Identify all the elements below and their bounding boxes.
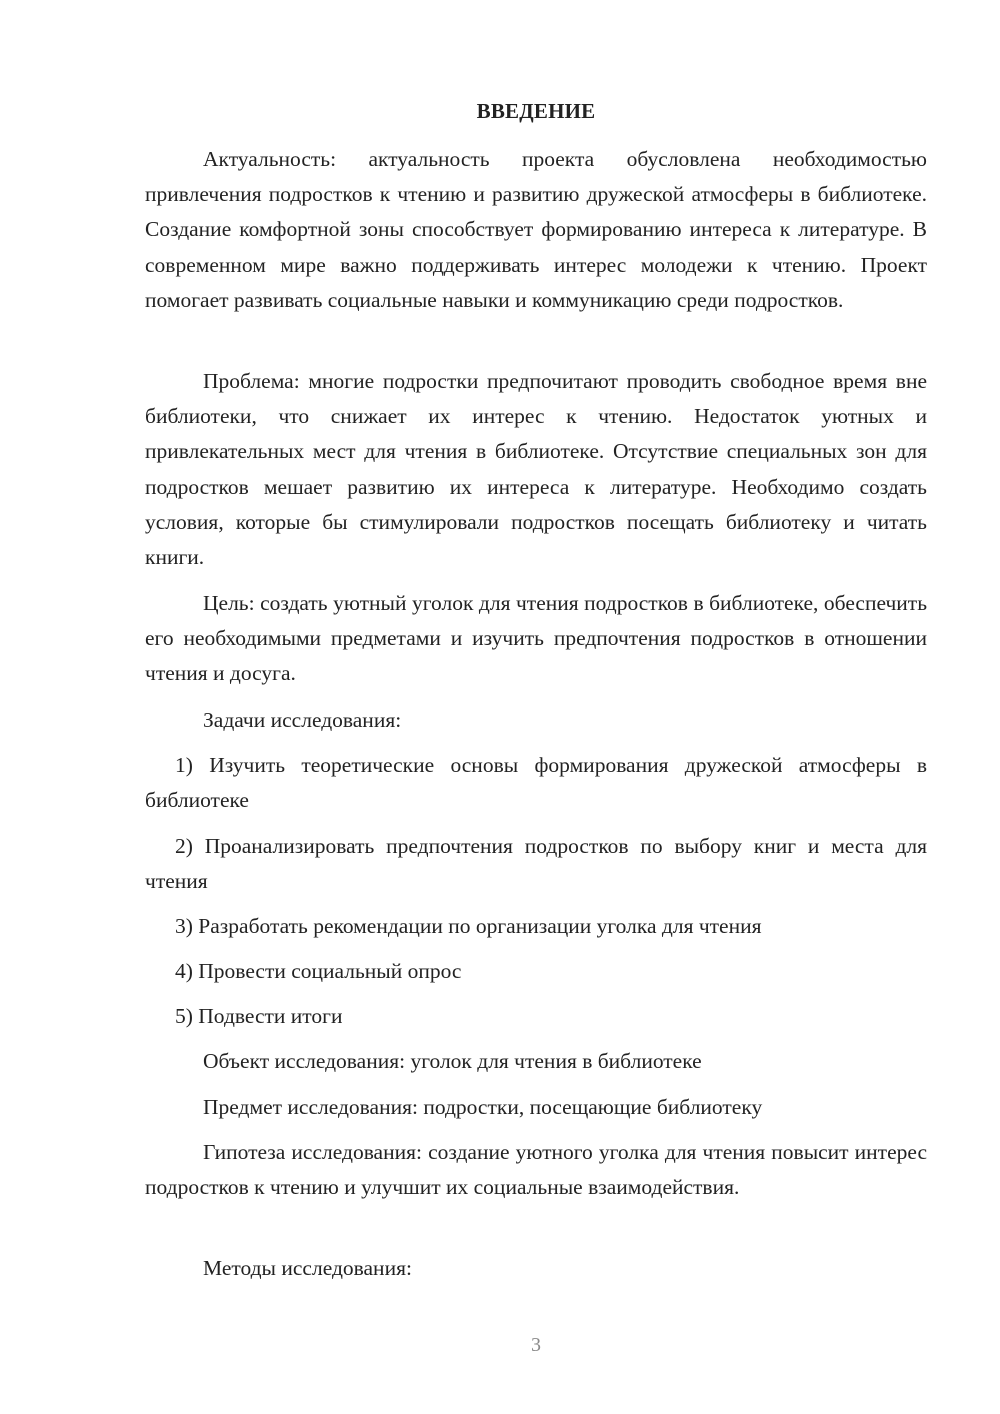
task-item: 3) Разработать рекомендации по организации уголка для чтения [175, 914, 762, 938]
task-item: 2) Проанализировать предпочтения подростков по выбору книг и места для чтения [145, 834, 927, 894]
task-item: 1) Изучить теоретические основы формирования дружеской атмосферы в библиотеке [145, 753, 927, 813]
task-item: 4) Провести социальный опрос [175, 959, 462, 983]
paragraph-subject: Предмет исследования: подростки, посещающие библиотеку [203, 1095, 763, 1119]
section-title: ВВЕДЕНИЕ [476, 99, 596, 123]
task-item: 5) Подвести итоги [175, 1004, 343, 1028]
paragraph-problem: Проблема: многие подростки предпочитают проводить свободное время вне библиотеки, что снижает их интерес к чтению. Недостаток уютных и привлекательных мест для чтения в библиотеке. Отсутствие специальных зон для подростков мешает развитию их интереса к литературе. Необходимо создать условия, которые бы стимулировали подростков посещать библиотеку и читать книги. [145, 369, 927, 570]
paragraph-goal: Цель: создать уютный уголок для чтения подростков в библиотеке, обеспечить его необходимыми предметами и изучить предпочтения подростков в отношении чтения и досуга. [145, 591, 927, 686]
paragraph-hypothesis: Гипотеза исследования: создание уютного уголка для чтения повысит интерес подростков к чтению и улучшит их социальные взаимодействия. [145, 1140, 927, 1200]
paragraph-object: Объект исследования: уголок для чтения в библиотеке [203, 1049, 702, 1073]
paragraph-relevance: Актуальность: актуальность проекта обусловлена необходимостью привлечения подростков к чтению и развитию дружеской атмосферы в библиотеке. Создание комфортной зоны способствует формированию интереса к литературе. В современном мире важно поддерживать интерес молодежи к чтению. Проект помогает развивать социальные навыки и коммуникацию среди подростков. [145, 147, 927, 312]
page-number: 3 [531, 1334, 541, 1356]
methods-heading: Методы исследования: [203, 1256, 412, 1280]
tasks-heading: Задачи исследования: [203, 708, 402, 732]
